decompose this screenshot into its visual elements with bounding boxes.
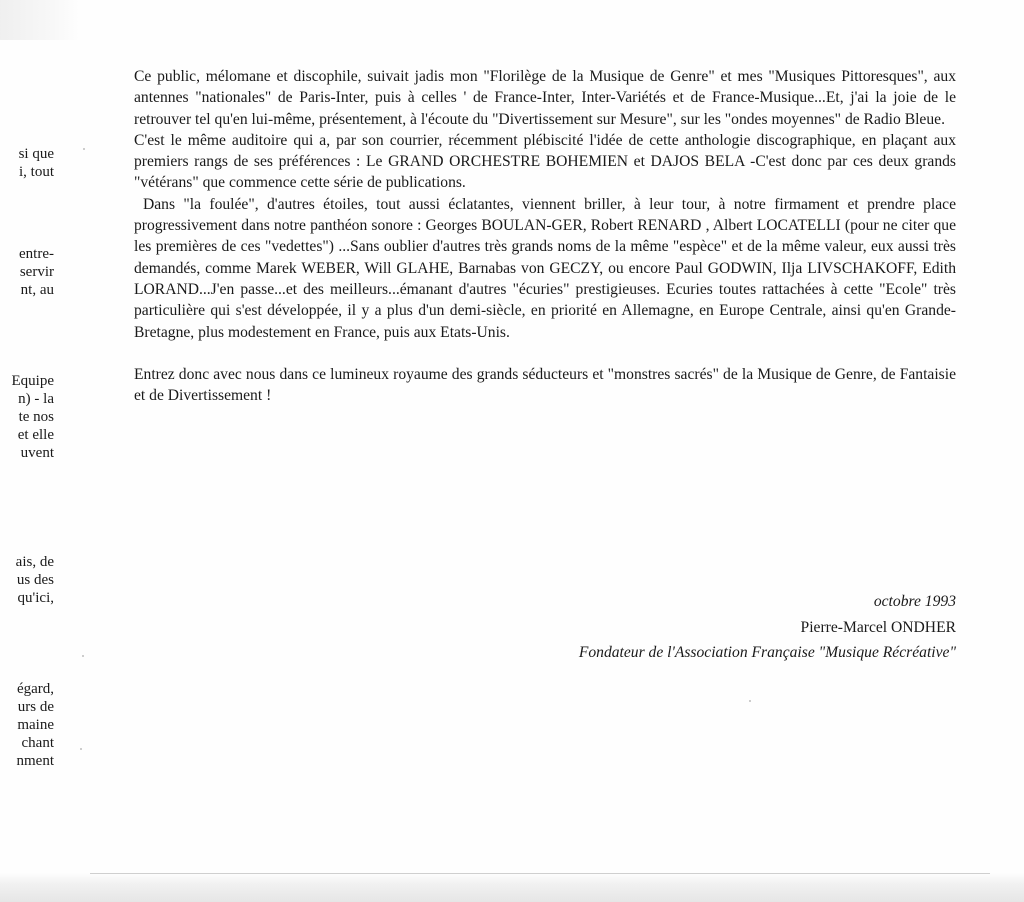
- left-fragment-line: uvent: [20, 445, 54, 461]
- left-fragment-line: ais, de: [15, 554, 54, 570]
- paragraph-entrez: Entrez donc avec nous dans ce lumineux royaume des grands séducteurs et "monstres sacrés" de la Musique de Genre, de Fantaisie et de Divertissement !: [134, 365, 956, 405]
- signature-date: octobre 1993: [873, 593, 956, 610]
- left-column-fragment-2: [0, 245, 54, 299]
- left-column-fragment-4: [0, 553, 54, 607]
- main-text-column: [134, 66, 956, 406]
- scan-bottom-line: [90, 873, 990, 874]
- left-fragment-line: urs de: [17, 699, 54, 715]
- paragraph-public: Ce public, mélomane et discophile, suivait jadis mon "Florilège de la Musique de Genre" et mes "Musiques Pittoresques", aux antennes "nationales" de Paris-Inter, puis à celles ' de France-Inter, Inter-Variétés et de France-Musique...Et, j'ai la joie de le retrouver tel qu'en lui-même, présentement, à l'écoute du "Divertissement sur Mesure", sur les "ondes moyennes" de Radio Bleue.: [134, 68, 956, 128]
- left-fragment-line: nment: [16, 753, 54, 769]
- left-fragment-line: si que: [18, 146, 54, 162]
- scan-bottom-edge: [0, 872, 1024, 902]
- left-fragment-line: nt, au: [20, 282, 54, 298]
- left-fragment-line: n) - la: [18, 391, 54, 407]
- paragraph-auditoire: C'est le même auditoire qui a, par son courrier, récemment plébiscité l'idée de cette anthologie discographique, en plaçant aux premiers rangs de ses préférences : Le GRAND ORCHESTRE BOHEMIEN et DAJOS BELA -C'est donc par ces deux grands "vétérans" que commence cette série de publications.: [134, 131, 956, 192]
- scan-speck: [80, 748, 82, 750]
- left-fragment-line: et elle: [17, 427, 54, 443]
- signature-title: Fondateur de l'Association Française "Musique Récréative": [578, 644, 956, 661]
- left-fragment-line: qu'ici,: [17, 590, 54, 606]
- scan-shadow: [0, 0, 80, 40]
- left-fragment-line: maine: [17, 717, 54, 733]
- left-column-fragment-5: [0, 680, 54, 770]
- left-fragment-line: i, tout: [18, 164, 54, 180]
- scan-speck: [749, 700, 751, 702]
- scan-speck: [82, 655, 84, 657]
- scan-speck: [83, 148, 85, 150]
- left-fragment-line: servir: [19, 264, 54, 280]
- left-fragment-line: égard,: [16, 681, 54, 697]
- left-column-fragment-1: [0, 145, 54, 181]
- signature-name: Pierre-Marcel ONDHER: [800, 619, 956, 636]
- left-fragment-line: entre-: [19, 246, 54, 262]
- left-fragment-line: chant: [21, 735, 54, 751]
- left-fragment-line: us des: [16, 572, 54, 588]
- paragraph-foulee: Dans "la foulée", d'autres étoiles, tout aussi éclatantes, viennent briller, à leur tour, à notre firmament et prendre place progressivement dans notre panthéon sonore : Georges BOULAN-GER, Robert RENARD , Albert LOCATELLI (pour ne citer que les premières de ces "vedettes") ...Sans oublier d'autres très grands noms de la même "espèce" et de la même valeur, eux aussi très demandés, comme Marek WEBER, Will GLAHE, Barnabas von GECZY, ou encore Paul GODWIN, Ilja LIVSCHAKOFF, Edith LORAND...J'en passe...et des meilleurs...émanant d'autres "écuries" prestigieuses. Ecuries toutes rattachées à cette "Ecole" très particulière qui s'est développée, il y a plus d'un demi-siècle, en priorité en Allemagne, en Europe Centrale, ainsi qu'en Grande-Bretagne, plus modestement en France, puis aux Etats-Unis.: [134, 195, 956, 341]
- left-fragment-line: te nos: [18, 409, 54, 425]
- left-column-fragment-3: [0, 372, 54, 462]
- left-fragment-line: Equipe: [11, 373, 54, 389]
